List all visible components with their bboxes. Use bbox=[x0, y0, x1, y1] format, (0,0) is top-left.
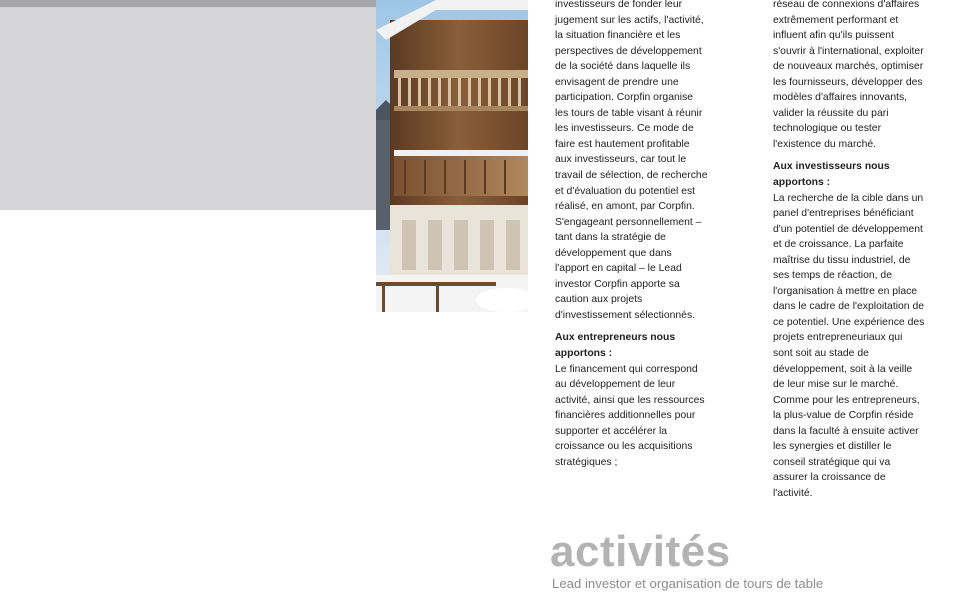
text-line: tant dans la stratégie de bbox=[555, 232, 666, 244]
text-line: perspectives de développement bbox=[555, 45, 702, 57]
text-line: stratégiques ; bbox=[555, 456, 618, 468]
text-line: participation. Corpfin organise bbox=[555, 92, 694, 104]
text-line: croissance ou les acquisitions bbox=[555, 441, 693, 453]
text-line: réseau de connexions d'affaires bbox=[773, 0, 920, 10]
text-line: l'existence du marché. bbox=[773, 138, 877, 150]
text-line: l'activité. bbox=[773, 487, 813, 499]
text-line: financières additionnelles pour bbox=[555, 410, 696, 422]
text-line: les tours de table visant à réunir bbox=[555, 107, 703, 119]
text-line: ses temps de réaction, de bbox=[773, 270, 892, 282]
investors-heading bbox=[773, 159, 953, 190]
text-line: supporter et accélérer la bbox=[555, 425, 668, 437]
text-line: et d'évaluation du potentiel est bbox=[555, 185, 696, 197]
right-paragraph-2 bbox=[773, 191, 953, 502]
text-line: caution aux projets bbox=[555, 294, 643, 306]
text-line: investor Corpfin apporte sa bbox=[555, 278, 680, 290]
text-line: l'apport en capital – le Lead bbox=[555, 263, 682, 275]
text-line: influent afin qu'ils puissent bbox=[773, 30, 894, 42]
text-line: réalisé, en amont, par Corpfin. bbox=[555, 201, 695, 213]
text-line: assurer la croissance de bbox=[773, 472, 886, 484]
text-line: dans la faculté à ensuite activer bbox=[773, 425, 919, 437]
text-line: conseil stratégique qui va bbox=[773, 456, 891, 468]
grey-panel bbox=[0, 7, 376, 210]
heading-line: Aux entrepreneurs nous bbox=[555, 332, 676, 344]
text-line: S'engageant personnellement – bbox=[555, 216, 702, 228]
text-line: développement que dans bbox=[555, 247, 672, 259]
text-line: maîtrise du tissu industriel, de bbox=[773, 254, 911, 266]
right-text-column bbox=[773, 0, 953, 502]
text-line: développement, soit à la veille bbox=[773, 363, 913, 375]
text-line: aux investisseurs, car tout le bbox=[555, 154, 687, 166]
text-line: s'ouvrir à l'international, exploiter bbox=[773, 45, 924, 57]
section-subtitle: Lead investor et organisation de tours de table bbox=[552, 576, 824, 591]
heading-line: Aux investisseurs nous bbox=[773, 161, 890, 173]
heading-line: apportons : bbox=[773, 177, 831, 189]
text-line: de nouveaux marchés, optimiser bbox=[773, 61, 924, 73]
left-paragraph-1 bbox=[555, 0, 755, 323]
section-title: activités bbox=[550, 527, 731, 576]
text-line: jugement sur les actifs, l'activité, bbox=[555, 14, 704, 26]
text-line: Comme pour les entrepreneurs, bbox=[773, 394, 920, 406]
text-line: ce potentiel. Une expérience des bbox=[773, 316, 925, 328]
chalet-photo bbox=[376, 0, 528, 312]
left-text-column bbox=[555, 0, 755, 470]
heading-line: apportons : bbox=[555, 348, 613, 360]
text-line: les investisseurs. Ce mode de bbox=[555, 123, 694, 135]
text-line: et de croissance. La parfaite bbox=[773, 239, 904, 251]
text-line: envisagent de prendre une bbox=[555, 76, 679, 88]
text-line: d'un potentiel de développement bbox=[773, 223, 923, 235]
text-line: sont soit au stade de bbox=[773, 348, 869, 360]
text-line: La recherche de la cible dans un bbox=[773, 192, 924, 204]
text-line: extrêmement performant et bbox=[773, 14, 899, 26]
text-line: la situation financière et les bbox=[555, 30, 681, 42]
text-line: modèles d'affaires innovants, bbox=[773, 92, 908, 104]
text-line: investisseurs de fonder leur bbox=[555, 0, 683, 10]
left-paragraph-2 bbox=[555, 362, 755, 471]
text-line: technologique ou tester bbox=[773, 123, 882, 135]
text-line: faire est hautement profitable bbox=[555, 138, 690, 150]
text-line: projets entrepreneuriaux qui bbox=[773, 332, 903, 344]
text-line: Le financement qui correspond bbox=[555, 363, 698, 375]
text-line: valider la réussite du pari bbox=[773, 107, 889, 119]
top-bar bbox=[0, 0, 376, 7]
text-line: activité, ainsi que les ressources bbox=[555, 394, 705, 406]
text-line: travail de sélection, de recherche bbox=[555, 170, 708, 182]
text-line: de leur mise sur le marché. bbox=[773, 379, 899, 391]
text-line: au développement de leur bbox=[555, 379, 676, 391]
text-line: d'investissement sélectionnés. bbox=[555, 309, 696, 321]
text-line: la plus-value de Corpfin réside bbox=[773, 410, 914, 422]
text-line: de la société dans laquelle ils bbox=[555, 61, 691, 73]
right-paragraph-1 bbox=[773, 0, 953, 152]
entrepreneurs-heading bbox=[555, 330, 755, 361]
text-line: l'organisation à mettre en place bbox=[773, 285, 918, 297]
text-line: les fournisseurs, développer des bbox=[773, 76, 923, 88]
text-line: panel d'entreprises bénéficiant bbox=[773, 208, 914, 220]
text-line: les synergies et distiller le bbox=[773, 441, 892, 453]
text-line: dans le cadre de l'exploitation de bbox=[773, 301, 925, 313]
